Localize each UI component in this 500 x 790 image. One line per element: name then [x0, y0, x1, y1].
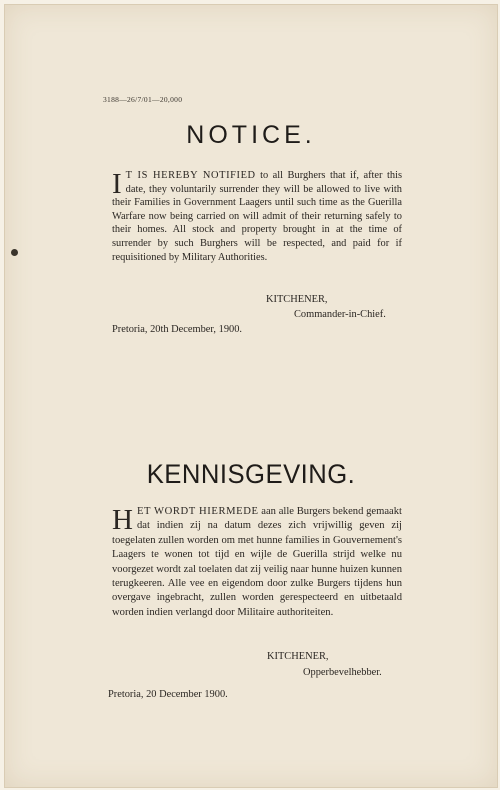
- dutch-drop-cap: H: [112, 504, 133, 536]
- punch-hole: [11, 249, 18, 256]
- english-body: to all Burghers that if, after this date, they voluntarily surrender they will be allowed to live with their Families in Government Laagers until such time as the Guerilla Warfare now being carried on will admit of their returning safely to their homes. All stock and property brought in at the time of surrender by such Burghers will be respected, and paid for if requisitioned by Military Authorities.: [112, 170, 402, 263]
- english-signatory-title: Commander-in-Chief.: [294, 309, 386, 320]
- print-reference: 3188—26/7/01—20,000: [103, 95, 183, 104]
- english-signatory: KITCHENER,: [266, 294, 328, 305]
- english-place-date: Pretoria, 20th December, 1900.: [112, 324, 243, 335]
- dutch-lead-in: ET WORDT HIERMEDE: [136, 506, 259, 517]
- english-drop-cap: I: [112, 168, 122, 200]
- dutch-paragraph: [112, 505, 402, 620]
- english-lead-in: T IS HEREBY NOTIFIED: [125, 170, 256, 181]
- dutch-signatory: KITCHENER,: [267, 651, 329, 662]
- document-sheet: [4, 4, 498, 788]
- dutch-signatory-title: Opperbevelhebber.: [303, 667, 382, 678]
- dutch-place-date: Pretoria, 20 December 1900.: [108, 689, 228, 700]
- kennisgeving-heading: KENNISGEVING.: [146, 459, 356, 489]
- notice-heading: NOTICE.: [186, 121, 316, 149]
- english-paragraph: [112, 169, 402, 264]
- dutch-body: aan alle Burgers bekend gemaakt dat indien zij na datum dezes zich vrijwillig geven zij toegelaten zullen worden om met hunne families in Gouvernement's Laagers te wonen tot tijd en wijle de Guerilla strijd welke nu voorgezet wordt zal toelaten dat zij veilig naar hunne huizen kunnen terugkeeren. Alle vee en eigendom door zulke Burgers tijdens hun overgave ingebracht, zullen worden gerespecteerd en uitbetaald worden indien verlangd door Militaire authoriteiten.: [112, 506, 402, 618]
